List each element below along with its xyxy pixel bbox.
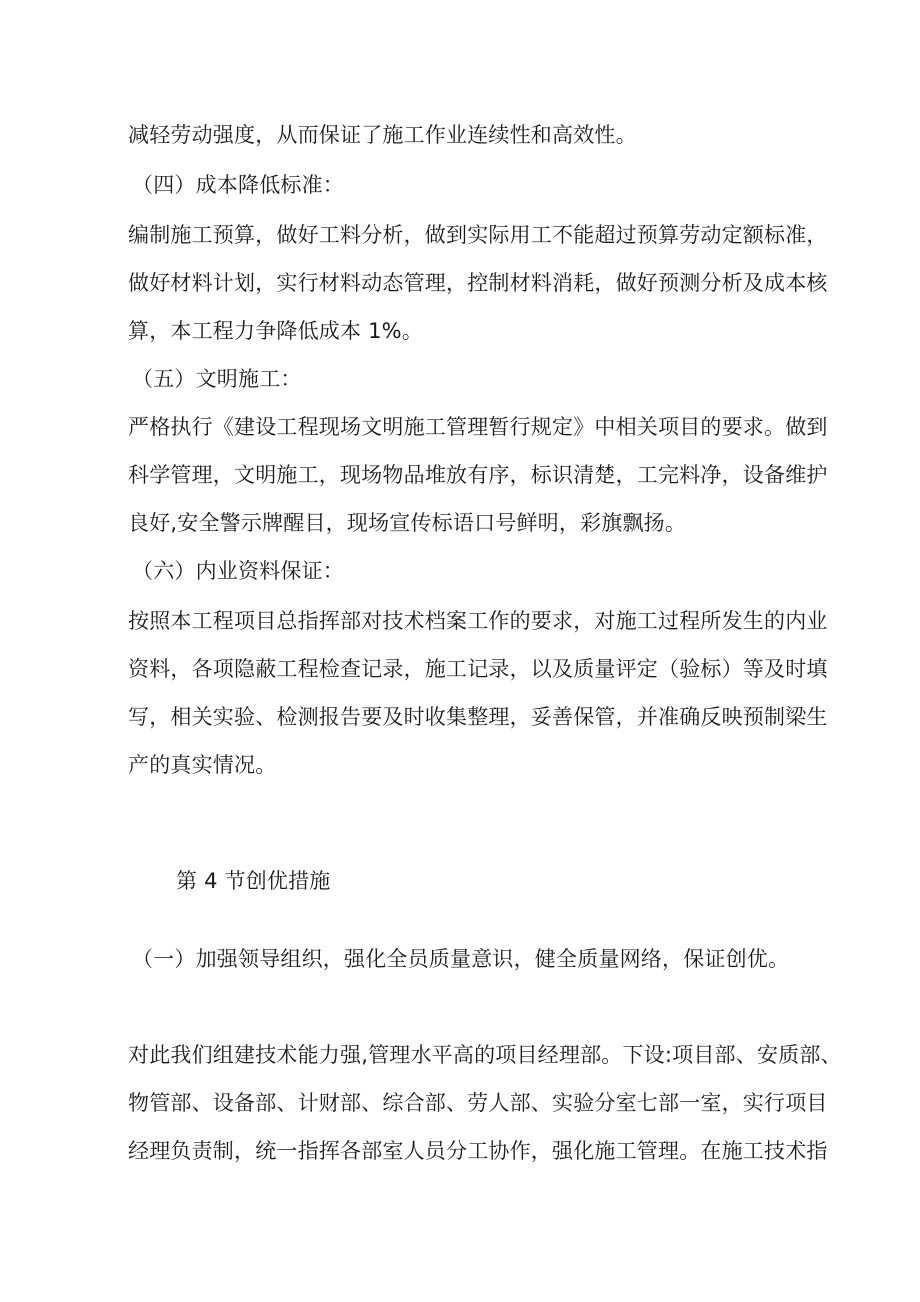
paragraph-line: 对此我们组建技术能力强,管理水平高的项目经理部。下设:项目部、安质部、: [128, 1043, 842, 1067]
paragraph-line: 做好材料计划，实行材料动态管理，控制材料消耗，做好预测分析及成本核: [128, 271, 828, 295]
section-title: 第 4 节创优措施: [176, 869, 331, 893]
subheading-cost-reduction: （四）成本降低标准：: [132, 173, 344, 197]
paragraph-line: 严格执行《建设工程现场文明施工管理暂行规定》中相关项目的要求。做到: [128, 415, 828, 439]
subheading-leadership: （一）加强领导组织，强化全员质量意识，健全质量网络，保证创优。: [132, 947, 790, 971]
paragraph-line: 编制施工预算，做好工料分析，做到实际用工不能超过预算劳动定额标准，: [128, 223, 828, 247]
subheading-internal-records: （六）内业资料保证：: [132, 559, 344, 583]
paragraph-line: 减轻劳动强度，从而保证了施工作业连续性和高效性。: [128, 123, 637, 147]
paragraph-line: 产的真实情况。: [128, 753, 277, 777]
subheading-civilized-construction: （五）文明施工：: [132, 367, 302, 391]
paragraph-line: 科学管理，文明施工，现场物品堆放有序，标识清楚，工完料净，设备维护: [128, 463, 828, 487]
paragraph-line: 按照本工程项目总指挥部对技术档案工作的要求，对施工过程所发生的内业: [128, 609, 828, 633]
paragraph-line: 经理负责制，统一指挥各部室人员分工协作，强化施工管理。在施工技术指: [128, 1139, 828, 1163]
paragraph-line: 资料，各项隐蔽工程检查记录，施工记录，以及质量评定（验标）等及时填: [128, 657, 828, 681]
paragraph-line: 物管部、设备部、计财部、综合部、劳人部、实验分室七部一室，实行项目: [128, 1091, 828, 1115]
paragraph-line: 良好,安全警示牌醒目，现场宣传标语口号鲜明，彩旗飘扬。: [128, 511, 687, 535]
paragraph-line: 写，相关实验、检测报告要及时收集整理，妥善保管，并准确反映预制梁生: [128, 705, 828, 729]
paragraph-line: 算，本工程力争降低成本 1%。: [128, 319, 423, 343]
